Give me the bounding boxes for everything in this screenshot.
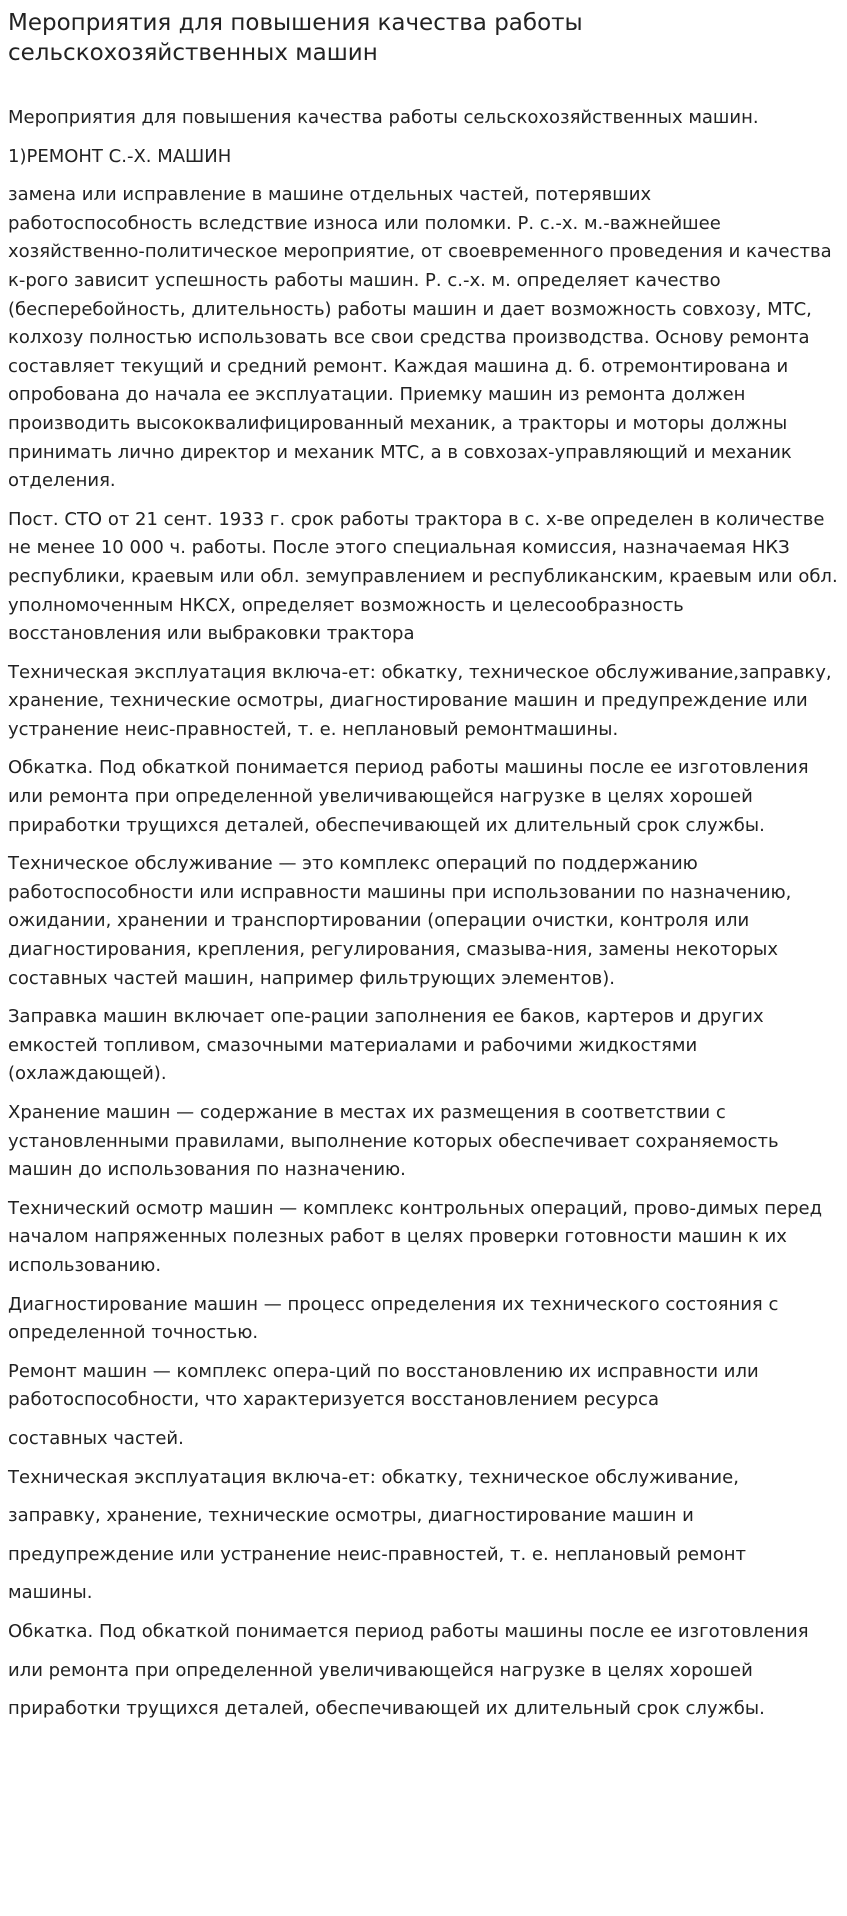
paragraph: Обкатка. Под обкаткой понимается период работы машины после ее изготовления или ремонта при определенной увеличивающейся нагрузке в целях хорошей приработки трущихся деталей, обеспечивающей их длительный срок службы. bbox=[8, 757, 809, 836]
paragraph: Пост. СТО от 21 сент. 1933 г. срок работы трактора в с. х-ве определен в количестве не менее 10 000 ч. работы. После этого специальная комиссия, назначаемая НКЗ республики, краевым или обл. земуправлением и республиканским, краевым или обл. уполномоченным НКСХ, определяет возможность и целесообразность восстановления или выбраковки трактора bbox=[8, 508, 838, 645]
section-heading: 1)РЕМОНТ С.-Х. МАШИН bbox=[8, 145, 232, 167]
page-title: Мероприятия для повышения качества работы сельскохозяйственных машин bbox=[8, 10, 583, 66]
paragraph: предупреждение или устранение неис-правностей, т. е. неплановый ремонт bbox=[8, 1543, 746, 1565]
paragraph: приработки трущихся деталей, обеспечивающей их длительный срок службы. bbox=[8, 1698, 765, 1720]
paragraph: машины. bbox=[8, 1582, 93, 1604]
paragraph: Техническая эксплуатация включа-ет: обкатку, техническое обслуживание,заправку, хранение, технические осмотры, диагностирование машин и предупреждение или устранение неис-правностей, т. е. неплановый ремонтмашины. bbox=[8, 661, 832, 740]
paragraph: замена или исправление в машине отдельных частей, потерявших работоспособность вследствие износа или поломки. Р. с.-х. м.-важнейшее хозяйственно-политическое мероприятие, от своевременного проведения и качества к-рого зависит успешность работы машин. Р. с.-х. м. определяет качество (бесперебойность, длительность) работы машин и дает возможность совхозу, МТС, колхозу полностью использовать все свои средства производства. Основу ремонта составляет текущий и средний ремонт. Каждая машина д. б. отремонтирована и опробована до начала ее эксплуатации. Приемку машин из ремонта должен производить высококвалифицированный механик, а тракторы и моторы должны принимать лично директор и механик МТС, а в совхозах-управляющий и механик отделения. bbox=[8, 184, 832, 492]
paragraph: Хранение машин — содержание в местах их размещения в соответствии с установленными правилами, выполнение которых обеспечивает сохраняемость машин до использования по назначению. bbox=[8, 1102, 779, 1181]
paragraph: Технический осмотр машин — комплекс контрольных операций, прово-димых перед началом напряженных полезных работ в целях проверки готовности машин к их использованию. bbox=[8, 1197, 823, 1276]
paragraph: Мероприятия для повышения качества работы сельскохозяйственных машин. bbox=[8, 107, 759, 128]
paragraph: составных частей. bbox=[8, 1427, 184, 1449]
paragraph: Ремонт машин — комплекс опера-ций по восстановлению их исправности или работоспособности, что характеризуется восстановлением ресурса bbox=[8, 1360, 759, 1411]
paragraph: или ремонта при определенной увеличивающейся нагрузке в целях хорошей bbox=[8, 1659, 753, 1681]
paragraph: Заправка машин включает опе-рации заполнения ее баков, картеров и других емкостей топливом, смазочными материалами и рабочими жидкостями (охлаждающей). bbox=[8, 1006, 764, 1085]
document-body bbox=[8, 104, 839, 1724]
paragraph: заправку, хранение, технические осмотры, диагностирование машин и bbox=[8, 1505, 694, 1527]
paragraph: Обкатка. Под обкаткой понимается период работы машины после ее изготовления bbox=[8, 1620, 809, 1642]
paragraph: Диагностирование машин — процесс определения их технического состояния с определенной точностью. bbox=[8, 1293, 779, 1344]
paragraph: Техническое обслуживание — это комплекс операций по поддержанию работоспособности или исправности машины при использовании по назначению, ожидании, хранении и транспортировании (операции очистки, контроля или диагностирования, крепления, регулирования, смазыва-ния, замены некоторых составных частей машин, например фильтрующих элементов). bbox=[8, 853, 792, 989]
paragraph: Техническая эксплуатация включа-ет: обкатку, техническое обслуживание, bbox=[8, 1466, 739, 1488]
